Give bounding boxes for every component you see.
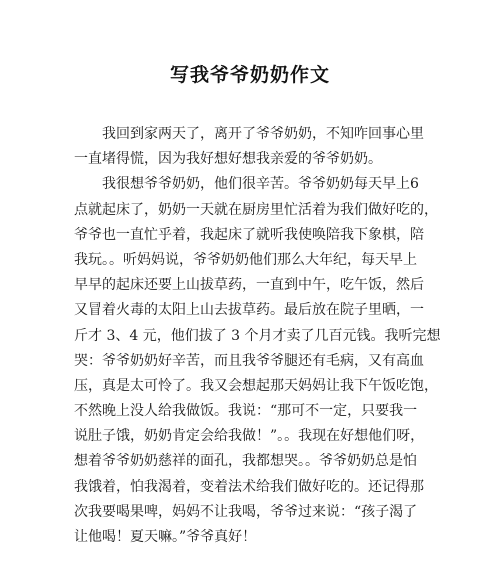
text-line: 说肚子饿，奶奶肯定会给我做！”。。我现在好想他们呀， bbox=[74, 428, 425, 445]
text-line: 不然晚上没人给我做饭。我说：“那可不一定，只要我一 bbox=[74, 403, 418, 420]
text-line: 次我要喝果啤，妈妈不让我喝，爷爷过来说：“孩子渴了 bbox=[74, 503, 418, 520]
document-title: 写我爷爷奶奶作文 bbox=[169, 64, 330, 86]
text-line: 早早的起床还要上山拔草药，一直到中午，吃午饭，然后 bbox=[74, 277, 424, 294]
essay-body bbox=[74, 122, 441, 550]
text-line: 斤才 3、4 元，他们拔了 3 个月才卖了几百元钱。我听完想 bbox=[74, 327, 441, 344]
text-line: 点就起床了，奶奶一天就在厨房里忙活着为我们做好吃的， bbox=[74, 201, 438, 218]
text-line: 哭：爷爷奶奶好辛苦，而且我爷爷腿还有毛病，又有高血 bbox=[74, 352, 424, 369]
text-line: 压，真是太可怜了。我又会想起那天妈妈让我下午饭吃饱， bbox=[74, 377, 438, 394]
text-line: 让他喝！夏天嘛。”爷爷真好！ bbox=[74, 529, 257, 545]
text-line: 爷爷也一直忙乎着，我起床了就听我使唤陪我下象棋，陪 bbox=[74, 226, 424, 243]
text-line: 想着爷爷奶奶慈祥的面孔，我都想哭。。爷爷奶奶总是怕 bbox=[74, 453, 417, 470]
text-line: 我饿着，怕我渴着，变着法术给我们做好吃的。还记得那 bbox=[74, 478, 424, 495]
text-line: 一直堵得慌，因为我好想好想我亲爱的爷爷奶奶。 bbox=[74, 151, 382, 168]
text-line: 我回到家两天了，离开了爷爷奶奶，不知咋回事心里 bbox=[102, 126, 424, 142]
text-line: 又冒着火毒的太阳上山去拔草药。最后放在院子里晒，一 bbox=[74, 302, 424, 319]
text-line: 我玩。。听妈妈说，爷爷奶奶他们那么大年纪，每天早上 bbox=[74, 251, 417, 268]
text-line: 我很想爷爷奶奶，他们很辛苦。爷爷奶奶每天早上6 bbox=[102, 176, 419, 193]
